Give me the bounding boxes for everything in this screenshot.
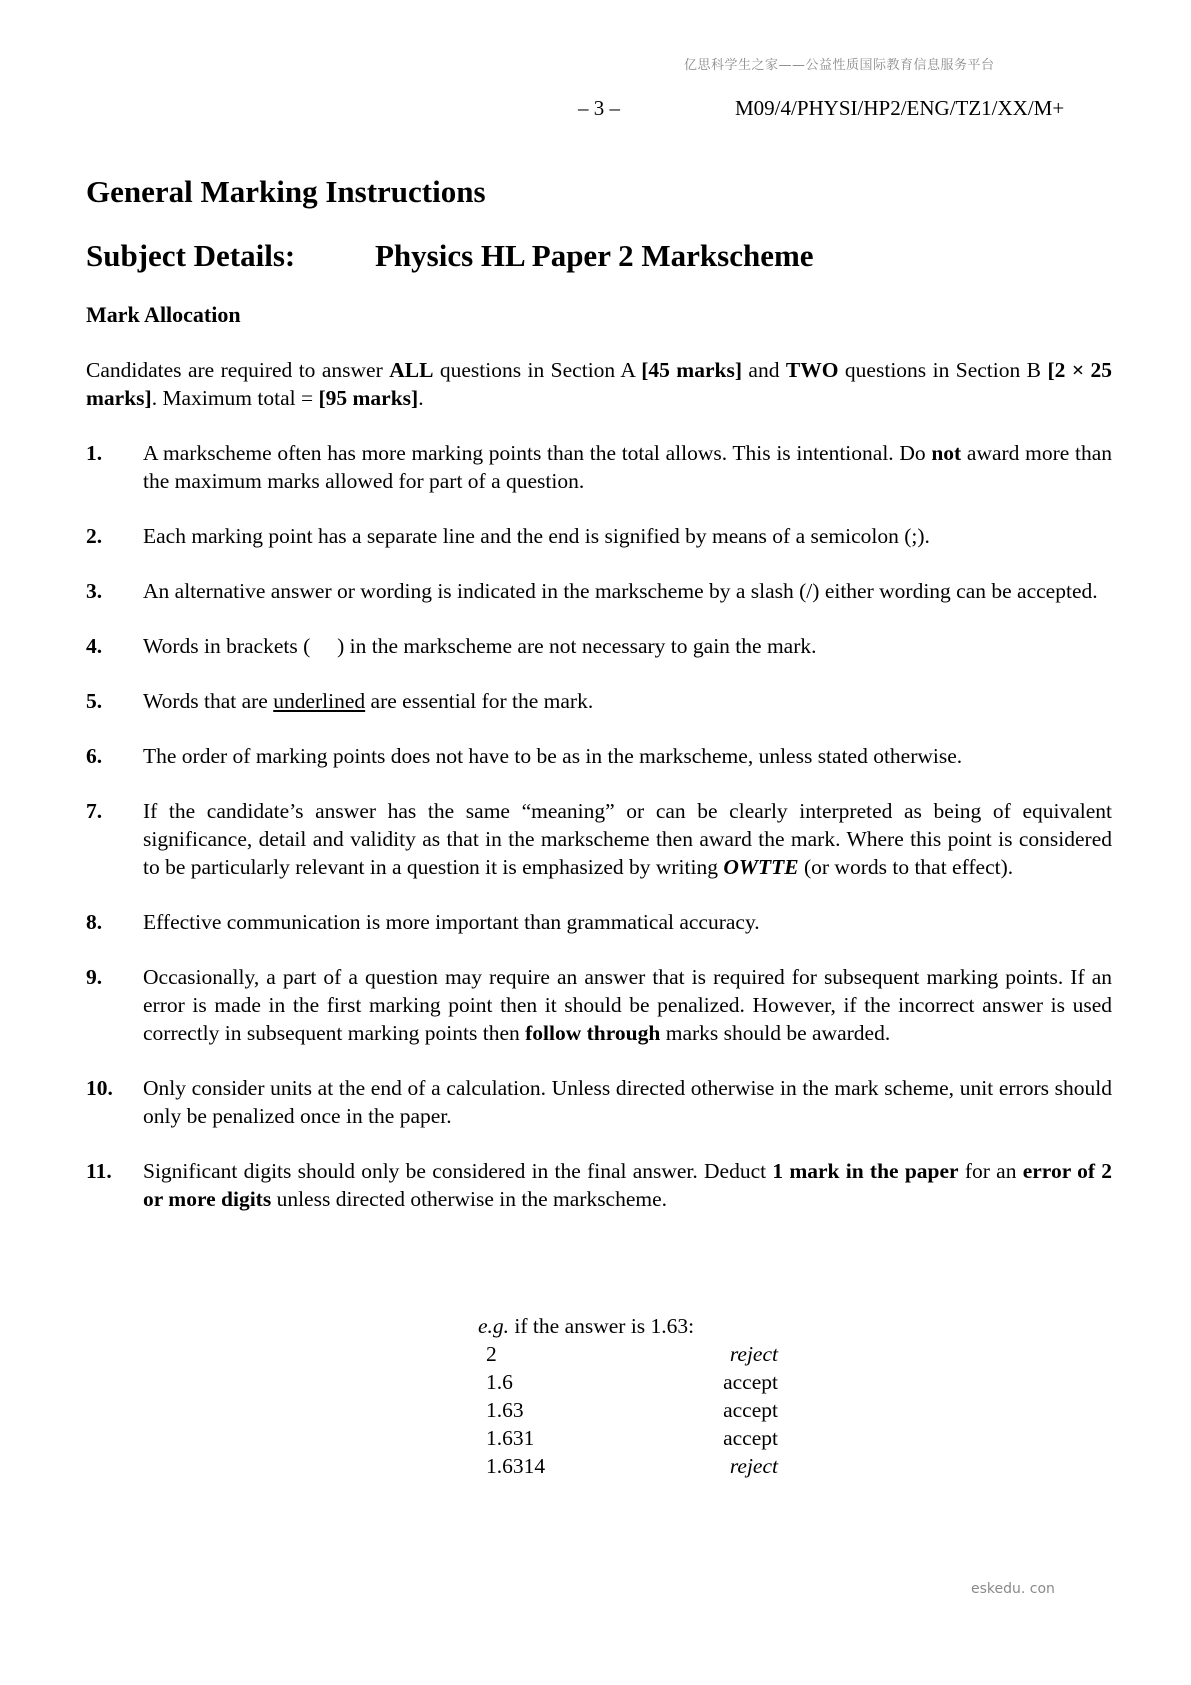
example-row: 2 reject — [486, 1342, 778, 1366]
rule-item: 7. If the candidate’s answer has the same “meaning” or can be clearly interpreted as being of equivalent significance, detail and validity as that in the markscheme then award the mark. Where this point is considered to be particularly relevant in a question it is emphasized by writing OWTTE (or words to that effect). — [86, 799, 1112, 879]
watermark-bottom: eskedu. con — [971, 1581, 1055, 1597]
rule-item: 1. A markscheme often has more marking points than the total allows. This is intentional. Do not award more than the maximum marks allowed for part of a question. — [86, 441, 1113, 493]
document-code: M09/4/PHYSI/HP2/ENG/TZ1/XX/M+ — [735, 96, 1065, 120]
mark-allocation-heading: Mark Allocation — [86, 302, 241, 327]
rule-item: 2. Each marking point has a separate line and the end is signified by means of a semicolon (;). — [86, 524, 930, 548]
rule-item: 8. Effective communication is more important than grammatical accuracy. — [86, 910, 760, 934]
page-number: – 3 – — [578, 96, 620, 120]
rule-item: 9. Occasionally, a part of a question may require an answer that is required for subsequent marking points. If an error is made in the first marking point then it should be penalized. However, if the incorrect answer is used correctly in subsequent marking points then follow through marks should be awarded. — [86, 965, 1112, 1045]
example-heading: e.g. if the answer is 1.63: — [478, 1314, 695, 1338]
subject-label: Subject Details: — [86, 238, 296, 273]
rule-item: 3. An alternative answer or wording is indicated in the markscheme by a slash (/) either wording can be accepted. — [86, 579, 1098, 603]
example-row: 1.6314 reject — [486, 1454, 778, 1478]
subject-value: Physics HL Paper 2 Markscheme — [375, 238, 814, 273]
rule-item: 10. Only consider units at the end of a calculation. Unless directed otherwise in the mark scheme, unit errors should only be penalized once in the paper. — [86, 1076, 1112, 1128]
page-title: General Marking Instructions — [86, 174, 486, 209]
watermark-top: 亿思科学生之家——公益性质国际教育信息服务平台 — [684, 58, 995, 73]
rule-item: 11. Significant digits should only be considered in the final answer. Deduct 1 mark in the paper for an error of 2 or more digits unless directed otherwise in the markscheme. — [86, 1159, 1112, 1211]
document-body — [86, 172, 1112, 1213]
significant-digits-example — [478, 1312, 778, 1480]
example-row: 1.63 accept — [486, 1398, 778, 1422]
mark-allocation-text: Candidates are required to answer ALL questions in Section A [45 marks] and TWO questions in Section B [2 × 25 marks]. Maximum total = [95 marks]. — [86, 358, 1113, 410]
rule-item: 5. Words that are underlined are essential for the mark. — [86, 689, 594, 713]
rule-item: 4. Words in brackets ( ) in the markscheme are not necessary to gain the mark. — [86, 634, 817, 658]
example-row: 1.631 accept — [486, 1426, 778, 1450]
rule-item: 6. The order of marking points does not have to be as in the markscheme, unless stated otherwise. — [86, 744, 963, 768]
example-row: 1.6 accept — [486, 1370, 778, 1394]
subject-details — [86, 236, 1112, 276]
